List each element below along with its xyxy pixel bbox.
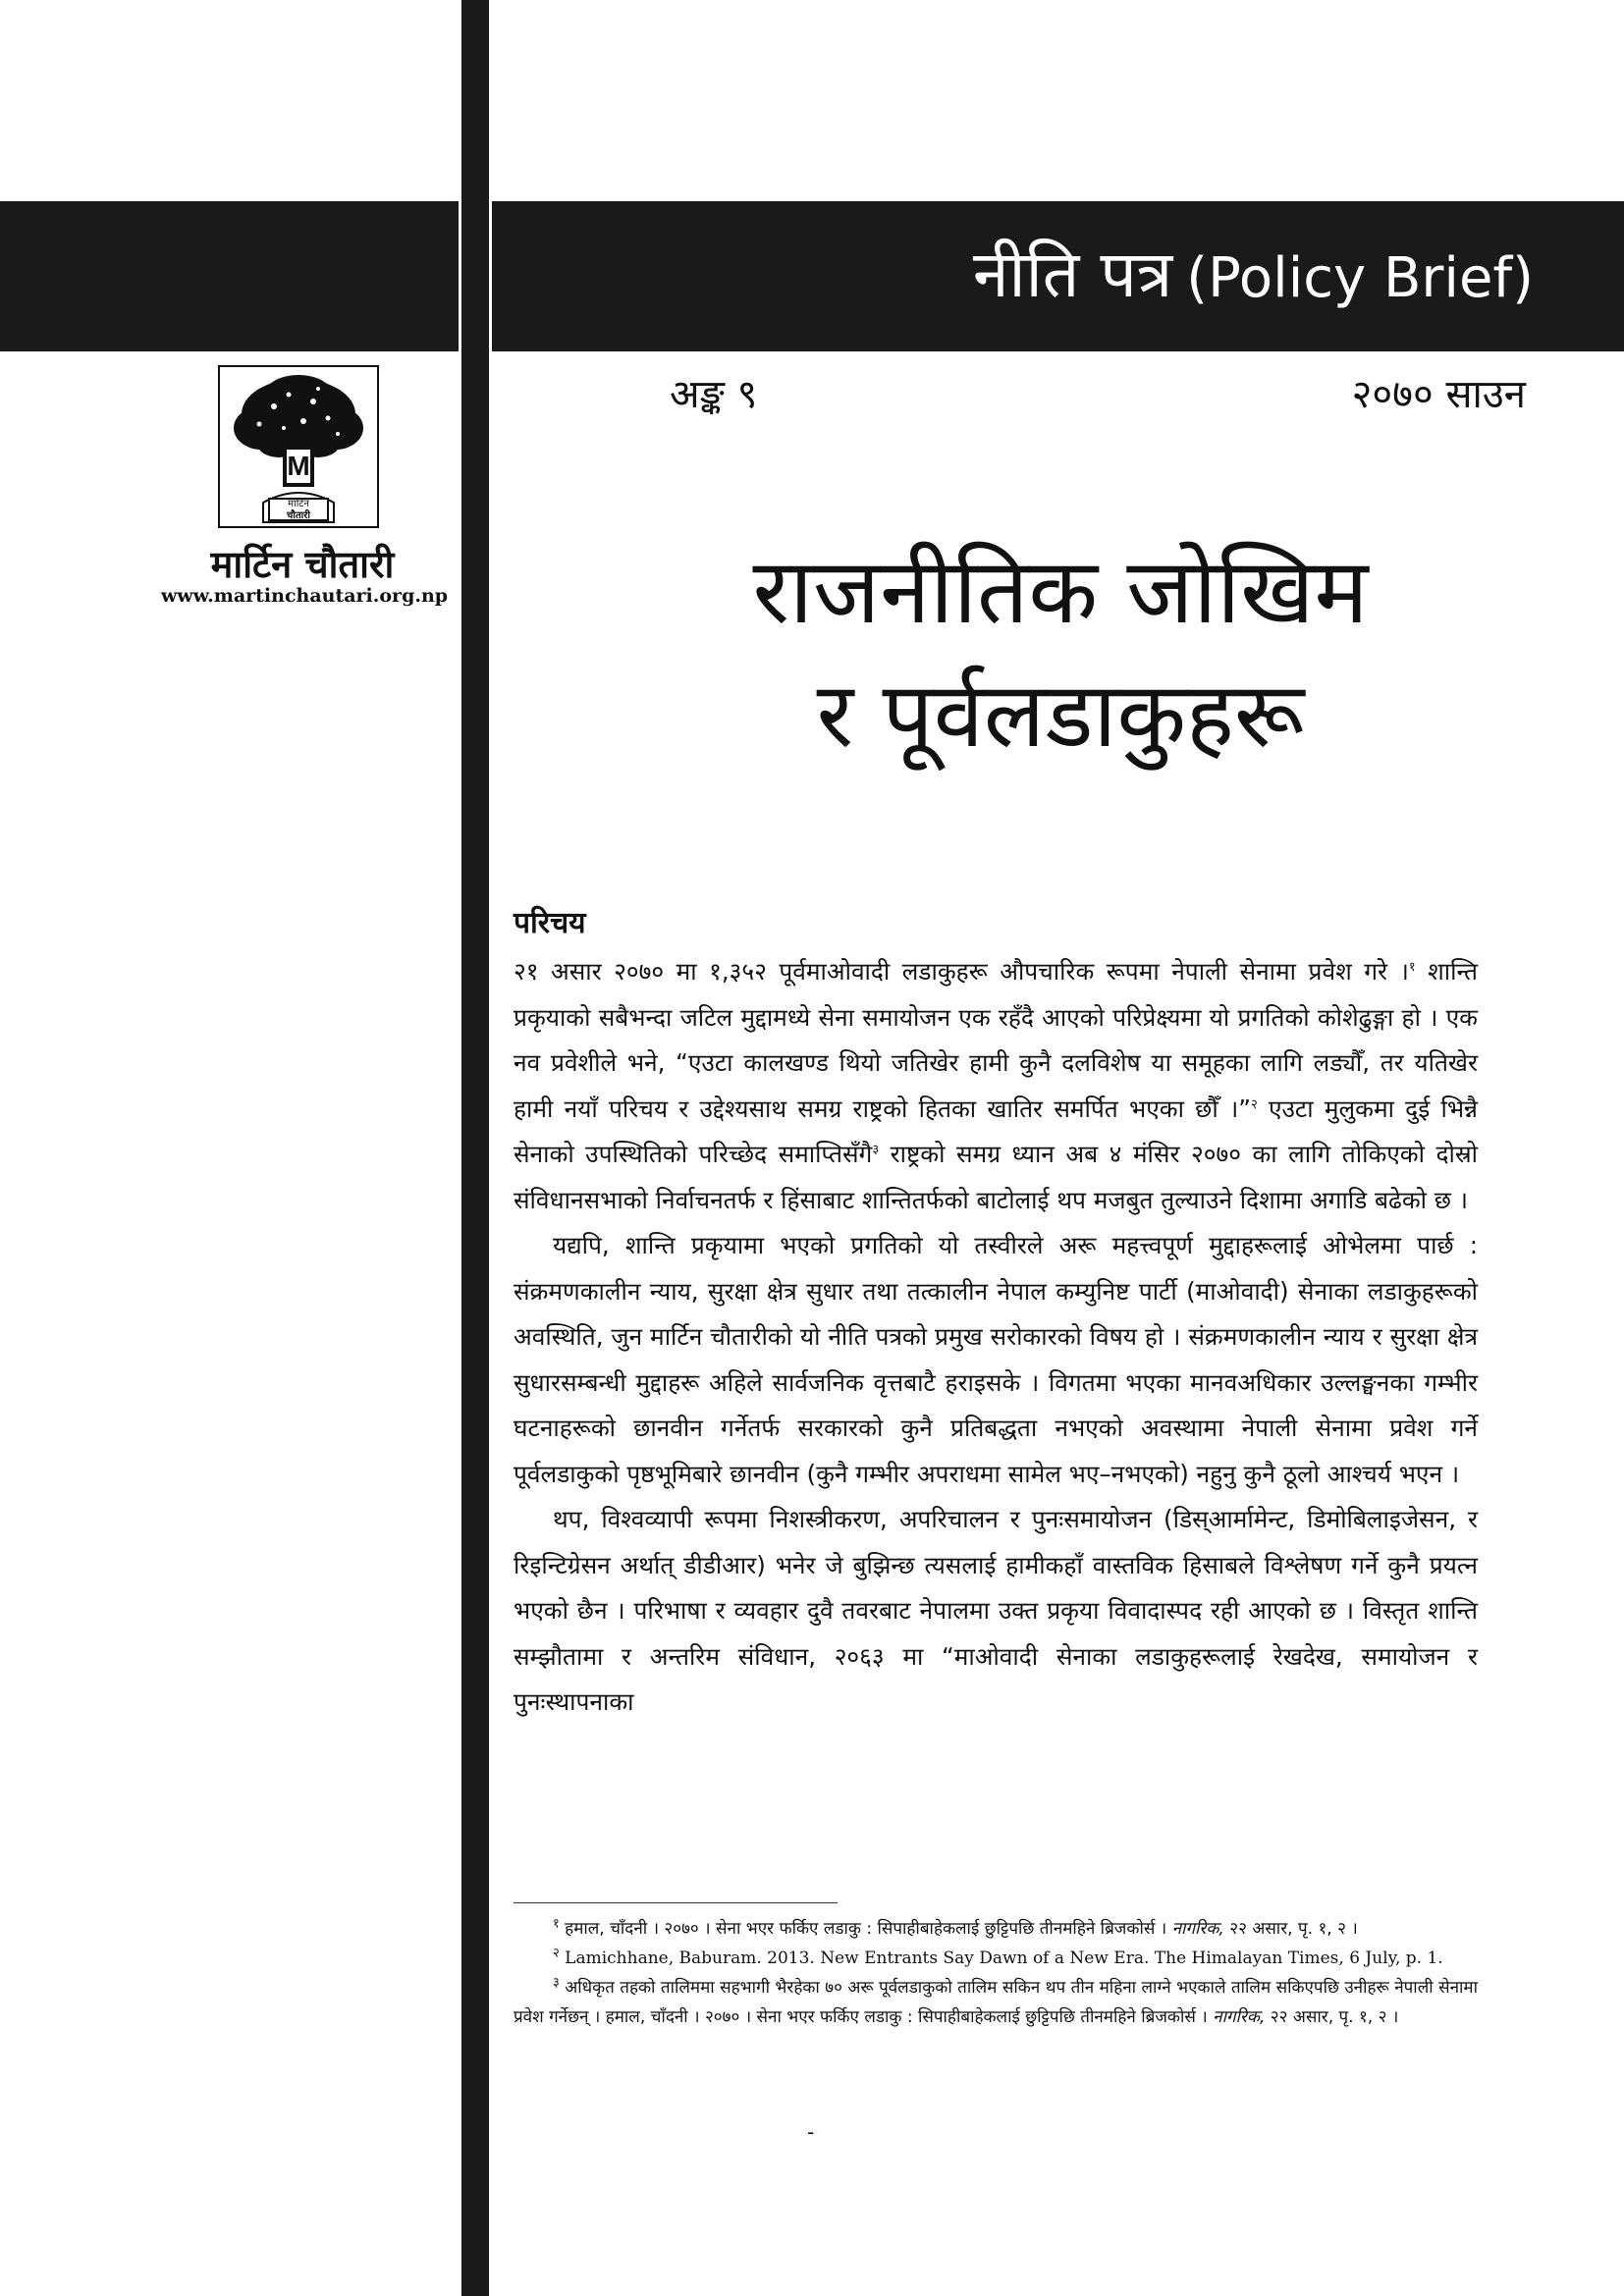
footnote-ref-3[interactable]: ३ (872, 1142, 880, 1157)
org-url-link[interactable]: www.martinchautari.org.np (160, 585, 449, 607)
paragraph-1 (514, 949, 1478, 1223)
body-content (514, 901, 1478, 1726)
page-mark: - (807, 2120, 815, 2144)
paragraph-1-text-d: राष्ट्रको समग्र ध्यान अब ४ मंसिर २०७० का लागि तोकिएको दोस्रो संविधानसभाको निर्वाचनतर्फ र हिंसाबाट शान्तितर्फको बाटोलाई थप मजबुत तुल्याउने दिशामा अगाडि बढेको छ । (514, 1140, 1478, 1214)
vertical-divider-bar (461, 0, 489, 2296)
main-title (530, 530, 1591, 777)
title-english: (Policy Brief) (1186, 246, 1534, 310)
issue-date: २०७० साउन (1351, 372, 1526, 417)
martin-chautari-logo (218, 365, 379, 528)
footnote-2 (514, 1944, 1478, 1973)
section-heading-intro: परिचय (514, 906, 586, 940)
footnote-3-number: ३ (553, 1975, 560, 1991)
footnote-2-number: २ (553, 1946, 560, 1961)
footnote-ref-2[interactable]: २ (1250, 1096, 1258, 1112)
footnote-1-number: १ (553, 1916, 560, 1932)
logo-badge-text-2: चौतारी (287, 510, 310, 521)
footnote-3-text-b: २२ असार, पृ. १, २ । (1265, 2007, 1399, 2027)
title-nepali: नीति पत्र (972, 237, 1173, 312)
footnote-3 (514, 1973, 1478, 2032)
footnote-1 (514, 1914, 1478, 1944)
header-band-gap (459, 201, 461, 351)
footnote-2-text-a: Lamichhane, Baburam. 2013. New Entrants Say Dawn of a New Era. The Himalayan Times, 6 July, p. 1. (559, 1949, 1443, 1968)
policy-brief-title (973, 228, 1534, 316)
logo-badge-text-1: मार्टिन (288, 499, 309, 509)
paragraph-1-text-b: शान्ति प्रकृयाको सबैभन्दा जटिल मुद्दामध्ये सेना समायोजन एक रहँदै आएको परिप्रेक्ष्यमा यो प्रगतिको कोशेढुङ्गा हो । एक नव प्रवेशीले भने, “एउटा कालखण्ड थियो जतिखेर हामी कुनै दलविशेष या समूहका लागि लड्यौँ, तर यतिखेर हामी नयाँ परिचय र उद्देश्यसाथ समग्र राष्ट्रको हितका खातिर समर्पित भएका छौँ ।” (514, 957, 1478, 1123)
footnote-1-italic: नागरिक, (1171, 1919, 1224, 1939)
paragraph-2: यद्यपि, शान्ति प्रकृयामा भएको प्रगतिको यो तस्वीरले अरू महत्त्वपूर्ण मुद्दाहरूलाई ओभेलमा पार्छ : संक्रमणकालीन न्याय, सुरक्षा क्षेत्र सुधार तथा तत्कालीन नेपाल कम्युनिष्ट पार्टी (माओवादी) सेनाका लडाकुहरूको अवस्थिति, जुन मार्टिन चौतारीको यो नीति पत्रको प्रमुख सरोकारको विषय हो । संक्रमणकालीन न्याय र सुरक्षा क्षेत्र सुधारसम्बन्धी मुद्दाहरू अहिले सार्वजनिक वृत्तबाटै हराइसके । विगतमा भएका मानवअधिकार उल्लङ्घनका गम्भीर घटनाहरूको छानवीन गर्नेतर्फ सरकारको कुनै प्रतिबद्धता नभएको अवस्थामा नेपाली सेनामा प्रवेश गर्ने पूर्वलडाकुको पृष्ठभूमिबारे छानवीन (कुनै गम्भीर अपराधमा सामेल भए–नभएको) नहुनु कुनै ठूलो आश्चर्य भएन । (514, 1231, 1478, 1488)
footnote-3-italic: नागरिक, (1213, 2007, 1266, 2027)
footnote-3-text-a: अधिकृत तहको तालिममा सहभागी भैरहेका ७० अरू पूर्वलडाकुको तालिम सकिन थप तीन महिना लाग्ने भएकाले तालिम सकिएपछि उनीहरू नेपाली सेनामा प्रवेश गर्नेछन् । हमाल, चाँदनी । २०७० । सेना भएर फर्किए लडाकु : सिपाहीबाहेकलाई छुट्टिपछि तीनमहिने ब्रिजकोर्स । (514, 1978, 1478, 2027)
paragraph-1-text-c: एउटा मुलुकमा दुई भिन्नै सेनाको उपस्थितिको परिच्छेद समाप्तिसँगै (514, 1094, 1479, 1168)
header-band-left (0, 201, 459, 351)
issue-number: अङ्क ९ (670, 372, 758, 417)
paragraph-1-text-a: २१ असार २०७० मा १,३५२ पूर्वमाओवादी लडाकुहरू औपचारिक रूपमा नेपाली सेनामा प्रवेश गरे । (514, 957, 1409, 986)
footnote-1-text-a: हमाल, चाँदनी । २०७० । सेना भएर फर्किए लडाकु : सिपाहीबाहेकलाई छुट्टिपछि तीनमहिने ब्रिजकोर्स । (559, 1919, 1172, 1939)
main-title-line-2: र पूर्वलडाकुहरू (816, 663, 1305, 768)
logo-letter: M (287, 451, 310, 481)
footnotes (514, 1914, 1478, 2032)
org-name: मार्टिन चौतारी (210, 543, 395, 586)
footnote-1-text-b: २२ असार, पृ. १, २ । (1223, 1919, 1358, 1939)
footnote-ref-1[interactable]: १ (1408, 959, 1416, 975)
paragraph-3: थप, विश्वव्यापी रूपमा निशस्त्रीकरण, अपरिचालन र पुनःसमायोजन (डिस्आर्मामेन्ट, डिमोबिलाइजेसन, र रिइन्टिग्रेसन अर्थात् डीडीआर) भनेर जे बुझिन्छ त्यसलाई हामीकहाँ वास्तविक हिसाबले विश्लेषण गर्ने कुनै प्रयत्न भएको छैन । परिभाषा र व्यवहार दुवै तवरबाट नेपालमा उक्त प्रकृया विवादास्पद रही आएको छ । विस्तृत शान्ति सम्झौतामा र अन्तरिम संविधान, २०६३ मा “माओवादी सेनाका लडाकुहरूलाई रेखदेख, समायोजन र पुनःस्थापनाका (514, 1505, 1478, 1716)
main-title-line-1: राजनीतिक जोखिम (752, 539, 1369, 644)
footnote-divider (514, 1902, 838, 1903)
